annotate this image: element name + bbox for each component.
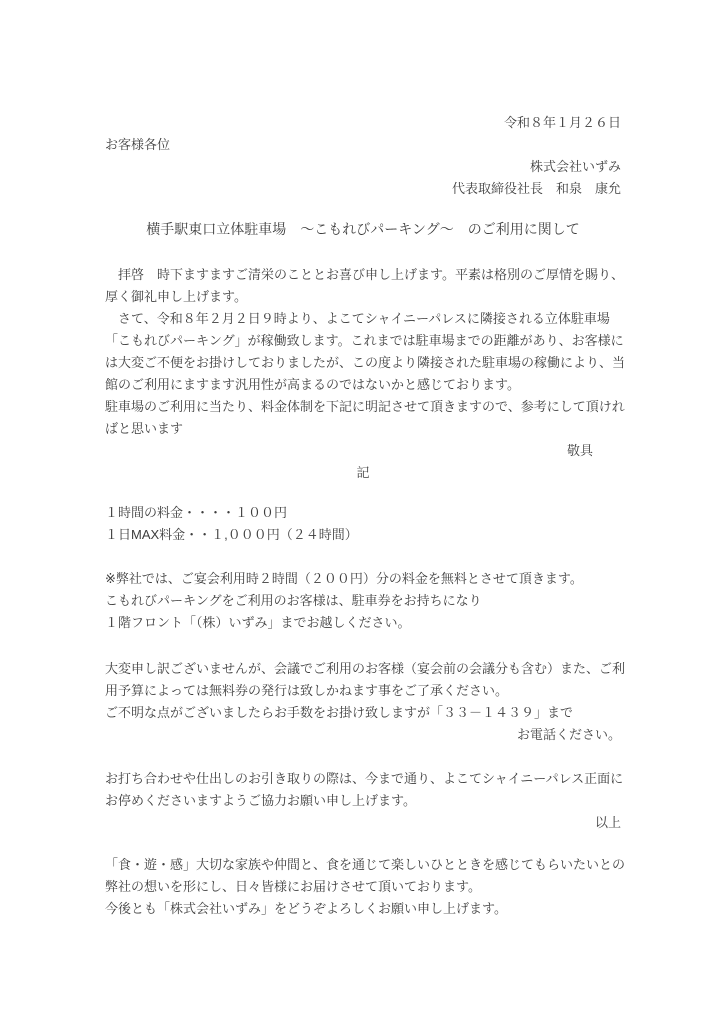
- caution-line: ご不明な点がございましたらお手数をお掛け致しますが「３３－１４３９」まで: [105, 705, 574, 720]
- body-line: 「こもれびパーキング」が稼働致します。これまでは駐車場までの距離があり、お客様に: [105, 333, 624, 348]
- parking-line: お打ち合わせや仕出しのお引き取りの際は、今まで通り、よこてシャイニーパレス正面に: [105, 771, 624, 786]
- body-line: ばと思います: [105, 421, 184, 436]
- sender-representative: 代表取締役社長 和泉 康允: [451, 181, 621, 196]
- fee-line-daily-max: １日MAX料金・・１,０００円（２４時間）: [105, 527, 358, 542]
- recipient: お客様各位: [105, 137, 171, 152]
- closing-keigu: 敬具: [566, 443, 593, 458]
- fee-line-hourly: １時間の料金・・・・１００円: [105, 505, 288, 520]
- closing-message-line: 「食・遊・感」大切な家族や仲間と、食を通じて楽しいひとときを感じてもらいたいとの: [105, 857, 626, 872]
- letter-subject: 横手駅東口立体駐車場 ～こもれびパーキング～ のご利用に関して: [146, 221, 580, 237]
- caution-line: 用予算によっては無料券の発行は致しかねます事をご了承ください。: [105, 683, 509, 698]
- note-line: こもれびパーキングをご利用のお客様は、駐車券をお持ちになり: [105, 593, 482, 608]
- phone-callout-line: お電話ください。: [516, 727, 621, 742]
- note-line: １階フロント「（株）いずみ」までお越しください。: [105, 615, 411, 630]
- greeting-line: 拝啓 時下ますますご清栄のこととお喜び申し上げます。平素は格別のご厚情を賜り、: [105, 267, 624, 282]
- caution-line: 大変申し訳ございませんが、会議でご利用のお客様（宴会前の会議分も含む）また、ご利: [105, 661, 626, 676]
- body-line: さて、令和８年２月２日９時より、よこてシャイニーパレスに隣接される立体駐車場: [105, 311, 610, 326]
- closing-message-line: 今後とも「株式会社いずみ」をどうぞよろしくお願い申し上げます。: [105, 901, 507, 916]
- closing-message-line: 弊社の想いを形にし、日々皆様にお届けさせて頂いております。: [105, 879, 481, 894]
- document-date: 令和８年１月２６日: [503, 115, 621, 130]
- body-line: 館のご利用にますます汎用性が高まるのではないかと感じております。: [105, 377, 520, 392]
- parking-line: お停めくださいますようご協力お願い申し上げます。: [105, 793, 416, 808]
- greeting-line: 厚く御礼申し上げます。: [105, 289, 247, 304]
- letter-content: [105, 112, 626, 920]
- closing-ijou: 以上: [594, 815, 621, 830]
- sender-company-name: 株式会社いずみ: [529, 159, 621, 174]
- body-line: は大変ご不便をお掛けしておりましたが、この度より隣接された駐車場の稼働により、当: [105, 355, 626, 370]
- note-line: ※弊社では、ご宴会利用時２時間（２００円）分の料金を無料とさせて頂きます。: [105, 571, 583, 586]
- body-line: 駐車場のご利用に当たり、料金体制を下記に明記させて頂きますので、参考にして頂けれ: [105, 399, 625, 414]
- record-marker-ki: 記: [356, 465, 370, 480]
